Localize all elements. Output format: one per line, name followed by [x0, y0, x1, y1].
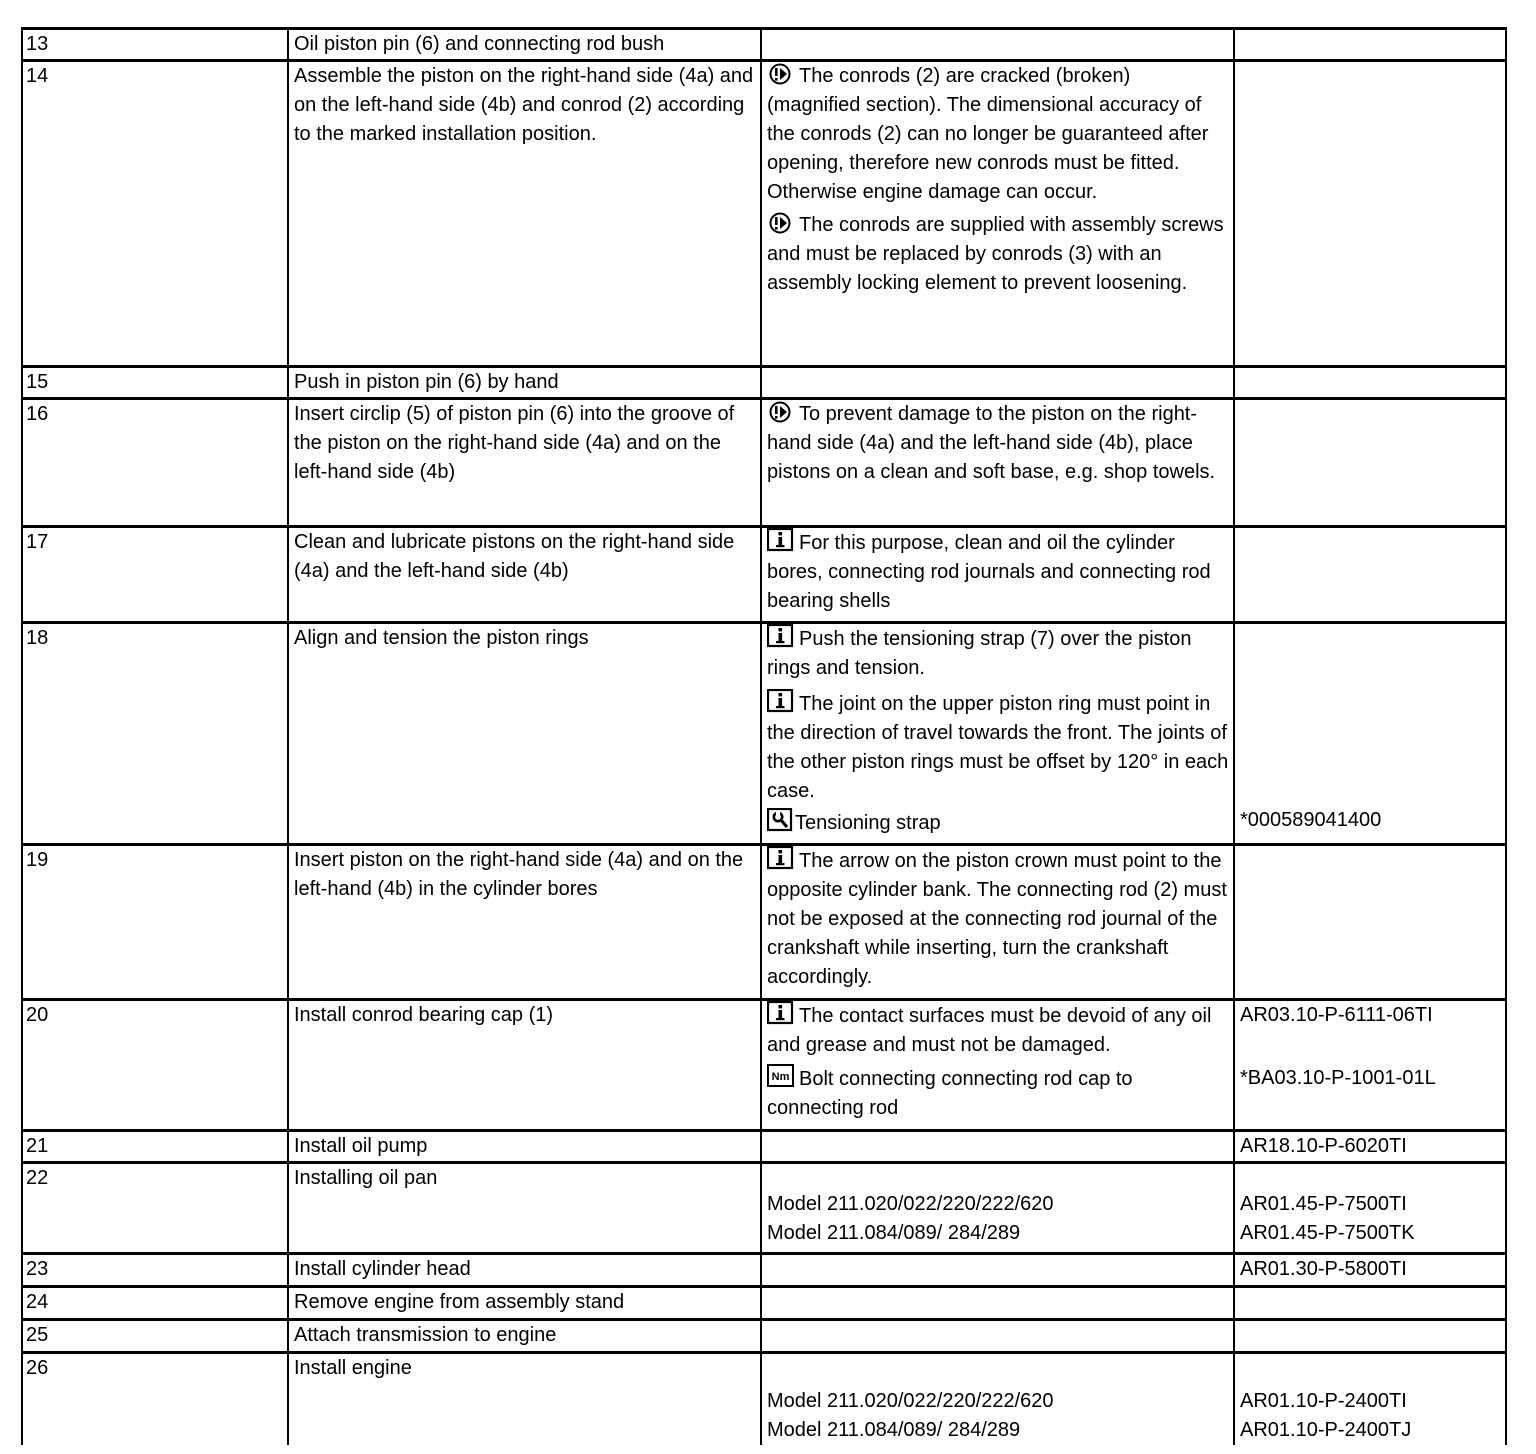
step-action: Assemble the piston on the right-hand side (4a) and on the left-hand side (4b) and conrod (2) according to the marked installation position. [288, 61, 761, 367]
table-row [22, 1287, 1506, 1320]
table-row [22, 1131, 1506, 1163]
step-number: 15 [22, 367, 288, 399]
step-action: Install conrod bearing cap (1) [288, 1000, 761, 1131]
step-notes [761, 1163, 1234, 1254]
step-refs [1234, 1353, 1506, 1445]
model-line: Model 211.084/089/ 284/289 [767, 1222, 1021, 1244]
reference-code: AR01.30-P-5800TI [1240, 1258, 1407, 1280]
info-icon [767, 528, 795, 552]
step-number: 23 [22, 1254, 288, 1287]
info-icon [767, 624, 795, 648]
step-notes [761, 61, 1234, 367]
torque-icon [767, 1064, 795, 1088]
step-refs [1234, 623, 1506, 845]
info-icon [767, 1001, 795, 1025]
caution-icon [767, 401, 795, 423]
step-notes [761, 527, 1234, 623]
step-action: Push in piston pin (6) by hand [288, 367, 761, 399]
step-notes [761, 623, 1234, 845]
caution-icon [767, 63, 795, 85]
note-item [767, 808, 1229, 838]
note-item [767, 689, 1229, 806]
step-refs [1234, 1131, 1506, 1163]
step-notes [761, 1254, 1234, 1287]
tool-icon [767, 808, 793, 832]
step-number: 18 [22, 623, 288, 845]
info-icon [767, 846, 795, 870]
step-action: Insert circlip (5) of piston pin (6) into the groove of the piston on the right-hand side (4a) and on the left-hand side (4b) [288, 399, 761, 527]
step-number: 16 [22, 399, 288, 527]
note-item [767, 624, 1229, 683]
reference-code: AR01.45-P-7500TK [1240, 1222, 1415, 1244]
table-row [22, 1163, 1506, 1254]
info-icon [767, 689, 795, 713]
step-action: Install oil pump [288, 1131, 761, 1163]
note-item [767, 1064, 1229, 1123]
model-line: Model 211.084/089/ 284/289 [767, 1418, 1021, 1441]
reference-code: *000589041400 [1240, 809, 1382, 831]
reference-code: AR01.10-P-2400TJ [1240, 1418, 1412, 1441]
procedure-table [21, 27, 1507, 1445]
table-row [22, 367, 1506, 399]
step-notes [761, 1131, 1234, 1163]
step-refs [1234, 1000, 1506, 1131]
step-action: Install engine [288, 1353, 761, 1445]
reference-code: AR03.10-P-6111-06TI [1240, 1004, 1433, 1026]
table-row [22, 1353, 1506, 1445]
note-item [767, 400, 1229, 487]
step-number: 22 [22, 1163, 288, 1254]
step-notes [761, 845, 1234, 1000]
procedure-sheet [21, 27, 1505, 1445]
step-action: Align and tension the piston rings [288, 623, 761, 845]
step-refs [1234, 527, 1506, 623]
step-action: Install cylinder head [288, 1254, 761, 1287]
step-refs [1234, 845, 1506, 1000]
step-number: 24 [22, 1287, 288, 1320]
note-item [767, 1001, 1229, 1060]
step-refs [1234, 29, 1506, 61]
step-refs [1234, 1254, 1506, 1287]
step-number: 21 [22, 1131, 288, 1163]
table-row [22, 399, 1506, 527]
table-row [22, 527, 1506, 623]
note-text: The joint on the upper piston ring must point in the direction of travel towards the front. The joints of the other piston rings must be offset by 120° in each case. [767, 693, 1229, 802]
note-item [767, 528, 1229, 616]
note-text: Bolt connecting connecting rod cap to connecting rod [767, 1068, 1133, 1119]
table-row [22, 61, 1506, 367]
step-number: 25 [22, 1320, 288, 1353]
step-notes [761, 399, 1234, 527]
note-text: To prevent damage to the piston on the right-hand side (4a) and the left-hand side (4b), place pistons on a clean and soft base, e.g. shop towels. [767, 403, 1216, 483]
note-text: The conrods (2) are cracked (broken) (magnified section). The dimensional accuracy of the conrods (2) can no longer be guaranteed after opening, therefore new conrods must be fitted. Otherwise engine damage can occur. [767, 65, 1209, 203]
step-action: Attach transmission to engine [288, 1320, 761, 1353]
note-text: For this purpose, clean and oil the cylinder bores, connecting rod journals and connecting rod bearing shells [767, 532, 1211, 612]
table-row [22, 1000, 1506, 1131]
note-text: Tensioning strap [795, 812, 941, 834]
step-action: Clean and lubricate pistons on the right-hand side (4a) and the left-hand side (4b) [288, 527, 761, 623]
step-notes [761, 1353, 1234, 1445]
step-number: 19 [22, 845, 288, 1000]
caution-icon [767, 212, 795, 234]
step-number: 20 [22, 1000, 288, 1131]
note-item [767, 846, 1229, 992]
step-number: 13 [22, 29, 288, 61]
step-action: Installing oil pan [288, 1163, 761, 1254]
reference-code: AR01.45-P-7500TI [1240, 1193, 1407, 1215]
step-refs [1234, 61, 1506, 367]
reference-code: AR01.10-P-2400TI [1240, 1389, 1407, 1412]
step-refs [1234, 1320, 1506, 1353]
step-action: Oil piston pin (6) and connecting rod bush [288, 29, 761, 61]
table-row [22, 1320, 1506, 1353]
model-line: Model 211.020/022/220/222/620 [767, 1389, 1054, 1412]
step-notes [761, 29, 1234, 61]
step-refs [1234, 399, 1506, 527]
step-number: 14 [22, 61, 288, 367]
note-item [767, 211, 1229, 298]
step-refs [1234, 367, 1506, 399]
svg-text:Nm: Nm [771, 1071, 790, 1083]
step-notes [761, 1287, 1234, 1320]
note-text: Push the tensioning strap (7) over the piston rings and tension. [767, 628, 1192, 679]
step-number: 26 [22, 1353, 288, 1445]
note-text: The contact surfaces must be devoid of any oil and grease and must not be damaged. [767, 1005, 1212, 1056]
table-row [22, 29, 1506, 61]
table-row [22, 623, 1506, 845]
step-notes [761, 1320, 1234, 1353]
model-line: Model 211.020/022/220/222/620 [767, 1193, 1054, 1215]
note-item [767, 62, 1229, 207]
step-notes [761, 1000, 1234, 1131]
step-action: Remove engine from assembly stand [288, 1287, 761, 1320]
step-refs [1234, 1287, 1506, 1320]
step-number: 17 [22, 527, 288, 623]
step-refs [1234, 1163, 1506, 1254]
table-row [22, 845, 1506, 1000]
table-row [22, 1254, 1506, 1287]
note-text: The conrods are supplied with assembly screws and must be replaced by conrods (3) with an assembly locking element to prevent loosening. [767, 214, 1224, 294]
note-text: The arrow on the piston crown must point to the opposite cylinder bank. The connecting rod (2) must not be exposed at the connecting rod journal of the crankshaft while inserting, turn the crankshaft accordingly. [767, 850, 1227, 988]
reference-code: AR18.10-P-6020TI [1240, 1135, 1407, 1157]
step-action: Insert piston on the right-hand side (4a) and on the left-hand (4b) in the cylinder bores [288, 845, 761, 1000]
reference-code: *BA03.10-P-1001-01L [1240, 1067, 1436, 1089]
step-notes [761, 367, 1234, 399]
